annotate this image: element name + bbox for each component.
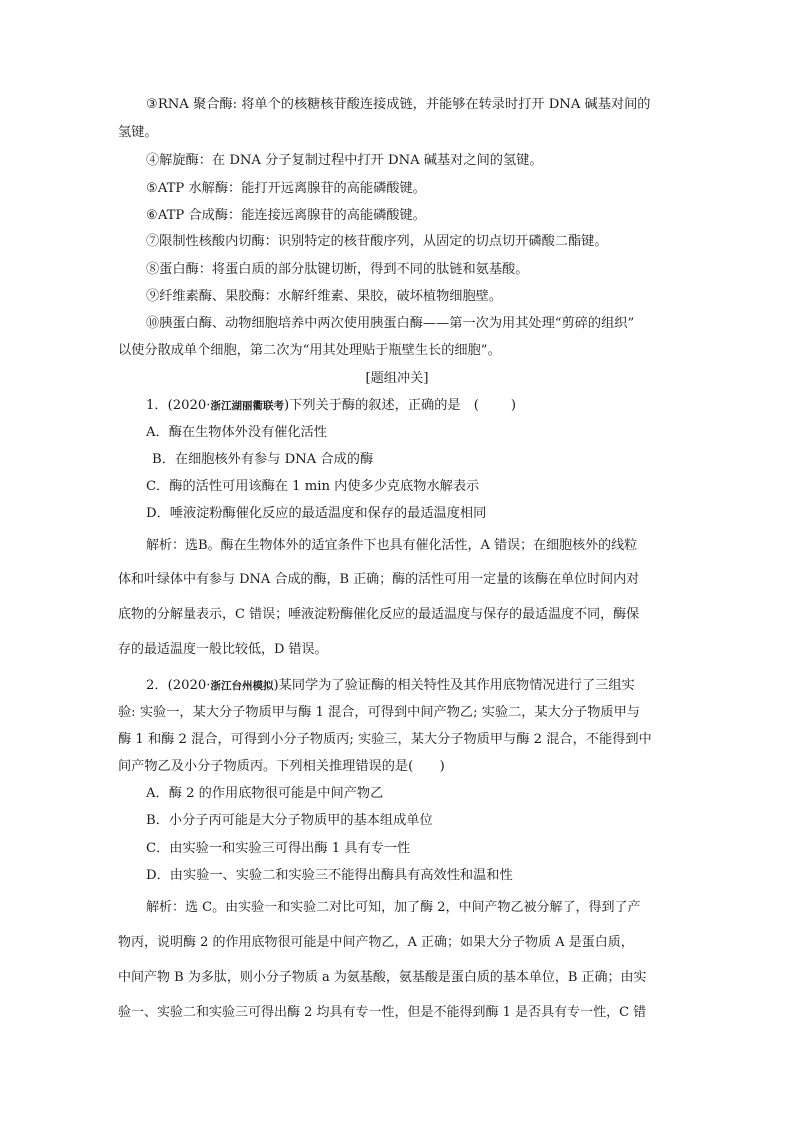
question-1-option-c: C．酶的活性可用该酶在 1 min 内使多少克底物水解表示 (146, 479, 480, 494)
question-1-paren-close: ) (510, 398, 517, 413)
question-1-option-a: A．酶在生物体外没有催化活性 (146, 425, 327, 440)
question-2-analysis-line1: 解析：选 C。由实验一和实验二对比可知，加了酶 2，中间产物乙被分解了，得到了产 (146, 900, 641, 915)
enzyme-atp-hydrolase: ⑤ATP 水解酶：能打开远离腺苷的高能磷酸键。 (146, 181, 426, 196)
question-2-analysis-line4: 验一、实验二和实验三可得出酶 2 均具有专一性，但是不能得到酶 1 是否具有专一性，C 错 (118, 1005, 647, 1020)
question-1-source: 浙江湖丽衢联考 (210, 400, 284, 412)
question-1-stem (146, 397, 516, 415)
question-2-stem-line1 (146, 677, 635, 695)
question-2-stem-line2: 验: 实验一，某大分子物质甲与酶 1 混合，可得到中间产物乙; 实验二，某大分子物质甲与 (118, 705, 640, 720)
question-2-analysis-line3: 中间产物 B 为多肽，则小分子物质 a 为氨基酸，氨基酸是蛋白质的基本单位，B 正确；由实 (118, 970, 647, 985)
question-2-analysis-line2: 物丙，说明酶 2 的作用底物很可能是中间产物乙，A 正确；如果大分子物质 A 是蛋白质， (118, 935, 634, 950)
question-1-analysis-line4: 存的最适温度一般比较低，D 错误。 (118, 642, 328, 657)
question-2-number: 2．(2020· (146, 678, 211, 693)
question-2-option-a: A．酶 2 的作用底物很可能是中间产物乙 (146, 786, 384, 801)
question-2-stem-line3: 酶 1 和酶 2 混合，可得到小分子物质丙; 实验三，某大分子物质甲与酶 2 混合，不能得到中 (118, 732, 652, 747)
question-2-source: 浙江台州模拟 (210, 680, 274, 692)
enzyme-rna-polymerase-line1: ③RNA 聚合酶: 将单个的核糖核苷酸连接成链，并能够在转录时打开 DNA 碱基对间的 (146, 97, 651, 112)
question-2-option-c: C．由实验一和实验三可得出酶 1 具有专一性 (146, 841, 411, 856)
question-1-number: 1．(2020· (146, 398, 211, 413)
question-1-analysis-line2: 体和叶绿体中有参与 DNA 合成的酶，B 正确；酶的活性可用一定量的该酶在单位时间内对 (118, 572, 640, 587)
enzyme-restriction: ⑦限制性核酸内切酶：识别特定的核苷酸序列，从固定的切点切开磷酸二酯键。 (146, 234, 608, 249)
question-1-paren-open: ( (473, 398, 479, 413)
question-1-option-d: D．唾液淀粉酶催化反应的最适温度和保存的最适温度相同 (146, 506, 487, 521)
question-1-option-b: B．在细胞核外有参与 DNA 合成的酶 (152, 452, 374, 467)
question-1-analysis-line1: 解析：选B。酶在生物体外的适宜条件下也具有催化活性，A 错误；在细胞核外的线粒 (146, 538, 638, 553)
enzyme-trypsin-line2: 以使分散成单个细胞，第二次为“用其处理贴于瓶壁生长的细胞”。 (118, 343, 501, 358)
enzyme-protease: ⑧蛋白酶：将蛋白质的部分肽键切断，得到不同的肽链和氨基酸。 (146, 262, 529, 277)
enzyme-atp-synthase: ⑥ATP 合成酶：能连接远离腺苷的高能磷酸键。 (146, 208, 426, 223)
question-2-stem-line4: 间产物乙及小分子物质丙。下列相关推理错误的是( ) (118, 759, 445, 774)
section-title: [题组冲关] (365, 371, 429, 386)
enzyme-cellulase: ⑨纤维素酶、果胶酶：水解纤维素、果胶，破坏植物细胞壁。 (146, 289, 503, 304)
question-2-text: )某同学为了验证酶的相关特性及其作用底物情况进行了三组实 (273, 678, 635, 693)
enzyme-rna-polymerase-line2: 氢键。 (118, 125, 158, 140)
question-1-analysis-line3: 底物的分解量表示，C 错误；唾液淀粉酶催化反应的最适温度与保存的最适温度不同，酶保 (118, 607, 640, 622)
enzyme-trypsin-line1: ⑩胰蛋白酶、动物细胞培养中两次使用胰蛋白酶——第一次为用其处理“剪碎的组织” (146, 316, 635, 331)
question-2-option-d: D．由实验一、实验二和实验三不能得出酶具有高效性和温和性 (146, 868, 513, 883)
enzyme-helicase: ④解旋酶：在 DNA 分子复制过程中打开 DNA 碱基对之间的氢键。 (146, 153, 543, 168)
question-2-option-b: B．小分子丙可能是大分子物质甲的基本组成单位 (146, 813, 433, 828)
question-1-text: )下列关于酶的叙述，正确的是 (283, 398, 461, 413)
